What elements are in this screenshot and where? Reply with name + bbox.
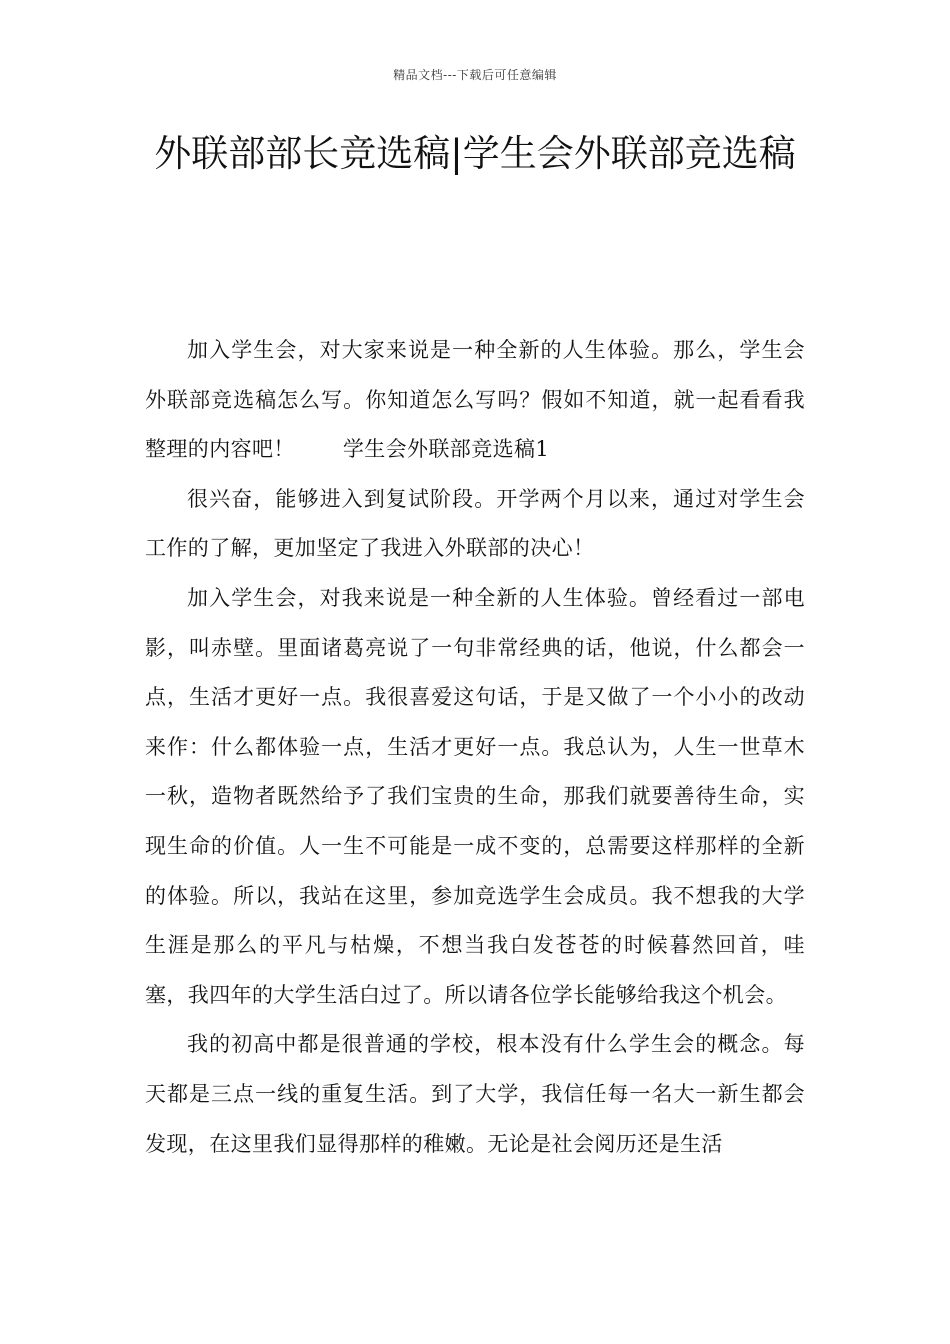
document-body — [145, 326, 805, 1169]
intro-paragraph — [145, 326, 805, 475]
section-heading: 学生会外联部竞选稿1 — [342, 437, 550, 462]
body-paragraph-1: 很兴奋，能够进入到复试阶段。开学两个月以来，通过对学生会工作的了解，更加坚定了我进入外联部的决心！ — [145, 486, 805, 561]
body-paragraph-2: 加入学生会，对我来说是一种全新的人生体验。曾经看过一部电影，叫赤壁。里面诸葛亮说了一句非常经典的话，他说，什么都会一点，生活才更好一点。我很喜爱这句话，于是又做了一个小小的改动来作：什么都体验一点，生活才更好一点。我总认为，人生一世草木一秋，造物者既然给予了我们宝贵的生命，那我们就要善待生命，实现生命的价值。人一生不可能是一成不变的，总需要这样那样的全新的体验。所以，我站在这里，参加竞选学生会成员。我不想我的大学生涯是那么的平凡与枯燥，不想当我白发苍苍的时候暮然回首，哇塞，我四年的大学生活白过了。所以请各位学长能够给我这个机会。 — [145, 585, 805, 1007]
page-header: 精品文档---下载后可任意编辑 — [393, 68, 557, 82]
document-title: 外联部部长竞选稿|学生会外联部竞选稿 — [154, 132, 796, 175]
body-paragraph-3: 我的初高中都是很普通的学校，根本没有什么学生会的概念。每天都是三点一线的重复生活。到了大学，我信任每一名大一新生都会发现，在这里我们显得那样的稚嫩。无论是社会阅历还是生活 — [145, 1032, 805, 1156]
intro-text: 加入学生会，对大家来说是一种全新的人生体验。那么，学生会外联部竞选稿怎么写。你知道怎么写吗？假如不知道，就一起看看我整理的内容吧！ — [145, 338, 805, 462]
